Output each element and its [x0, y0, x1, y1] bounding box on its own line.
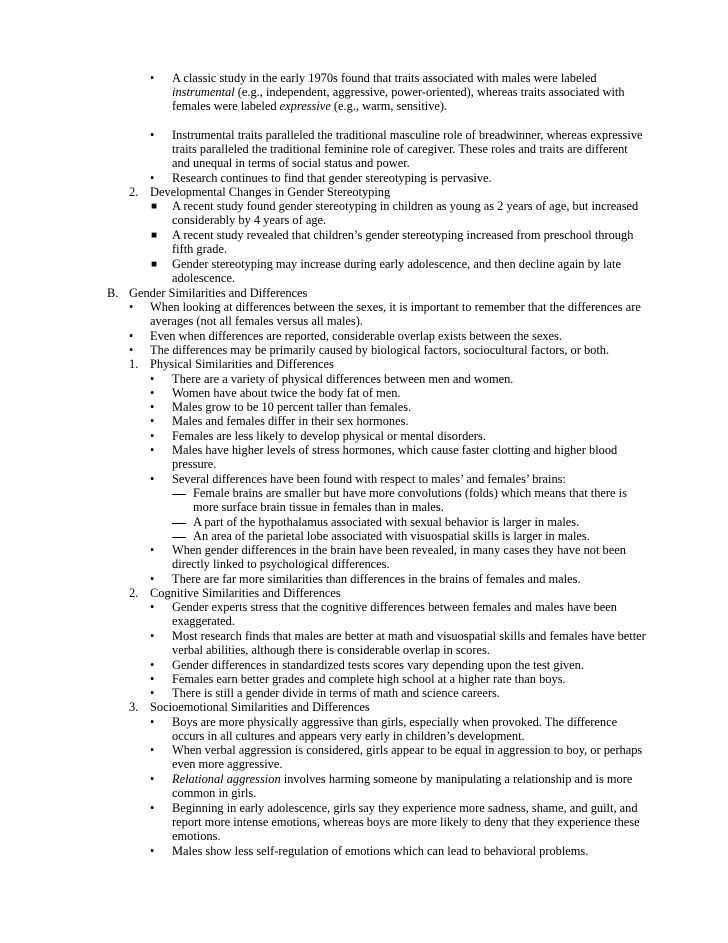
bullet-icon: •: [150, 658, 155, 672]
list-item-text: Females are less likely to develop physical or mental disorders.: [172, 429, 486, 443]
list-item-text: There are far more similarities than differences in the brains of females and males.: [172, 572, 581, 586]
dash-icon: [172, 529, 186, 543]
list-item-text: Women have about twice the body fat of men.: [172, 386, 401, 400]
bullet-icon: •: [150, 171, 155, 185]
bullet-icon: •: [150, 543, 155, 557]
dash-icon: [172, 515, 186, 529]
list-item-text: Males have higher levels of stress hormones, which cause faster clotting and higher blood pressure.: [172, 443, 618, 472]
list-item-text: There is still a gender divide in terms of math and science careers.: [172, 686, 500, 700]
list-item-text: Gender differences in standardized tests scores vary depending upon the test given.: [172, 658, 584, 672]
list-item-text: Males grow to be 10 percent taller than females.: [172, 400, 412, 414]
bullet-icon: •: [129, 329, 134, 343]
section-title: Cognitive Similarities and Differences: [150, 586, 341, 600]
dash-icon: [172, 486, 186, 500]
list-item-text: A recent study revealed that children’s gender stereotyping increased from preschool through fifth grade.: [172, 228, 634, 257]
list-item-text: A recent study found gender stereotyping in children as young as 2 years of age, but increased considerably by 4 years of age.: [172, 199, 639, 228]
list-item-text: Boys are more physically aggressive than girls, especially when provoked. The difference occurs in all cultures and appears very early in children’s development.: [172, 715, 618, 744]
list-item-text: Even when differences are reported, considerable overlap exists between the sexes.: [150, 329, 562, 343]
bullet-icon: •: [129, 300, 134, 314]
bullet-icon: •: [150, 472, 155, 486]
list-item-text: An area of the parietal lobe associated with visuospatial skills is larger in males.: [193, 529, 590, 543]
bullet-icon: •: [150, 400, 155, 414]
list-item-text: When verbal aggression is considered, girls appear to be equal in aggression to boy, or perhaps even more aggressive.: [172, 743, 643, 772]
section-title: Gender Similarities and Differences: [129, 286, 308, 300]
list-item-text: (e.g., independent, aggressive, power-oriented), whereas traits associated with females were labeled: [172, 85, 625, 114]
bullet-icon: •: [150, 372, 155, 386]
bullet-icon: •: [129, 343, 134, 357]
bullet-icon: •: [150, 743, 155, 757]
square-bullet-icon: ■: [151, 201, 158, 212]
bullet-icon: •: [150, 629, 155, 643]
list-item-text: Gender stereotyping may increase during early adolescence, and then decline again by late adolescence.: [172, 257, 621, 286]
list-item-text: Males show less self-regulation of emotions which can lead to behavioral problems.: [172, 844, 589, 858]
list-item-italic: instrumental: [172, 85, 235, 100]
section-letter: B.: [107, 286, 119, 300]
bullet-icon: •: [150, 429, 155, 443]
list-item-text: When gender differences in the brain have been revealed, in many cases they have not been directly linked to psychological differences.: [172, 543, 626, 572]
list-item-text: Gender experts stress that the cognitive differences between females and males have been exaggerated.: [172, 600, 617, 629]
bullet-icon: •: [150, 71, 155, 85]
bullet-icon: •: [150, 443, 155, 457]
bullet-icon: •: [150, 600, 155, 614]
square-bullet-icon: ■: [151, 259, 158, 270]
list-item-italic: Relational aggression: [172, 772, 281, 786]
list-item-text: A part of the hypothalamus associated with sexual behavior is larger in males.: [193, 515, 580, 529]
bullet-icon: •: [150, 801, 155, 815]
section-title: Developmental Changes in Gender Stereotyping: [150, 185, 391, 199]
list-item-text: When looking at differences between the sexes, it is important to remember that the differences are averages (not all females versus all males).: [150, 300, 641, 329]
bullet-icon: •: [150, 686, 155, 700]
list-item-text: Females earn better grades and complete high school at a higher rate than boys.: [172, 672, 566, 686]
list-item-text: involves harming someone by manipulating a relationship and is more common in girls.: [172, 772, 633, 801]
list-item-text: Instrumental traits paralleled the traditional masculine role of breadwinner, whereas expressive traits paralleled the traditional feminine role of caregiver. These roles and traits are different and unequal in terms of social status and power.: [172, 128, 643, 171]
square-bullet-icon: ■: [151, 230, 158, 241]
section-number: 1.: [129, 357, 139, 371]
list-item-text: Beginning in early adolescence, girls say they experience more sadness, shame, and guilt, and report more intense emotions, whereas boys are more likely to deny that they experience these emotions.: [172, 801, 640, 844]
bullet-icon: •: [150, 386, 155, 400]
bullet-icon: •: [150, 715, 155, 729]
section-title: Physical Similarities and Differences: [150, 357, 334, 371]
section-title: Socioemotional Similarities and Differences: [150, 700, 370, 714]
bullet-icon: •: [150, 672, 155, 686]
bullet-icon: •: [150, 572, 155, 586]
list-item-text: (e.g., warm, sensitive).: [330, 99, 448, 114]
list-item-text: Female brains are smaller but have more convolutions (folds) which means that there is more surface brain tissue in females than in males.: [193, 486, 627, 515]
bullet-icon: •: [150, 844, 155, 858]
list-item-text: There are a variety of physical differences between men and women.: [172, 372, 514, 386]
list-item-text: Males and females differ in their sex hormones.: [172, 414, 409, 428]
section-number: 3.: [129, 700, 139, 714]
bullet-icon: •: [150, 128, 155, 142]
list-item-text: Several differences have been found with respect to males’ and females’ brains:: [172, 472, 566, 486]
list-item-text: Most research finds that males are better at math and visuospatial skills and females have better verbal abilities, although there is considerable overlap in scores.: [172, 629, 646, 658]
list-item-text: The differences may be primarily caused by biological factors, sociocultural factors, or both.: [150, 343, 610, 357]
section-number: 2.: [129, 185, 139, 199]
section-number: 2.: [129, 586, 139, 600]
bullet-icon: •: [150, 772, 155, 786]
bullet-icon: •: [150, 414, 155, 428]
list-item-text: Research continues to find that gender stereotyping is pervasive.: [172, 171, 492, 185]
list-item-italic: expressive: [279, 99, 331, 114]
list-item-text: A classic study in the early 1970s found that traits associated with males were labeled: [172, 71, 597, 85]
